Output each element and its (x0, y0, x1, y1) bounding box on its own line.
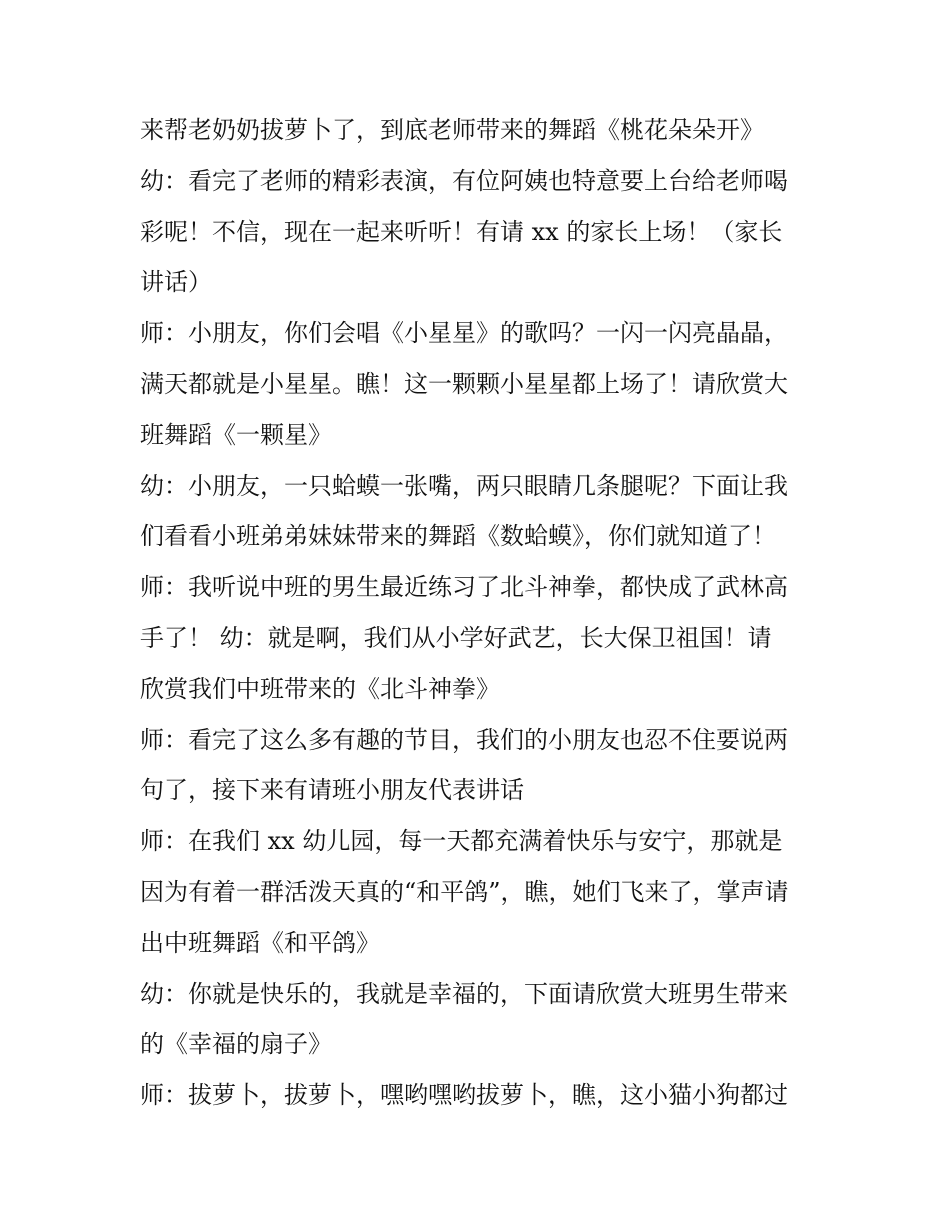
text-line-6: 满天都就是小星星。瞧！这一颗颗小星星都上场了！请欣赏大 (140, 369, 788, 398)
text-line-15: 师：在我们 xx 幼儿园，每一天都充满着快乐与安宁，那就是 (140, 827, 783, 856)
text-line-17: 出中班舞蹈《和平鸽》 (140, 928, 380, 957)
text-line-7: 班舞蹈《一颗星》 (140, 420, 332, 449)
text-line-13: 师：看完了这么多有趣的节目，我们的小朋友也忍不住要说两 (140, 725, 788, 754)
text-line-12: 欣赏我们中班带来的《北斗神拳》 (140, 674, 500, 703)
text-line-14: 句了，接下来有请班小朋友代表讲话 (140, 776, 524, 805)
text-line-3: 彩呢！不信，现在一起来听听！有请 xx 的家长上场！（家长 (140, 217, 783, 246)
text-line-16: 因为有着一群活泼天真的“和平鸽”，瞧，她们飞来了，掌声请 (140, 877, 789, 906)
text-line-1: 来帮老奶奶拔萝卜了，到底老师带来的舞蹈《桃花朵朵开》 (140, 116, 764, 144)
text-line-10: 师：我听说中班的男生最近练习了北斗神拳，都快成了武林高 (140, 573, 788, 602)
text-line-11: 手了！ 幼：就是啊，我们从小学好武艺，长大保卫祖国！请 (140, 623, 772, 652)
text-line-4: 讲话） (140, 268, 212, 297)
text-line-18: 幼：你就是快乐的，我就是幸福的，下面请欣赏大班男生带来 (140, 979, 788, 1008)
text-line-9: 们看看小班弟弟妹妹带来的舞蹈《数蛤蟆》，你们就知道了！ (140, 522, 776, 551)
document-body (140, 105, 830, 1121)
text-line-5: 师：小朋友，你们会唱《小星星》的歌吗？一闪一闪亮晶晶， (140, 319, 788, 348)
text-line-20: 师：拔萝卜，拔萝卜，嘿哟嘿哟拔萝卜，瞧，这小猫小狗都过 (140, 1081, 788, 1110)
text-line-2: 幼：看完了老师的精彩表演，有位阿姨也特意要上台给老师喝 (140, 166, 788, 195)
text-line-8: 幼：小朋友，一只蛤蟆一张嘴，两只眼睛几条腿呢？下面让我 (140, 471, 788, 500)
text-line-19: 的《幸福的扇子》 (140, 1030, 332, 1059)
